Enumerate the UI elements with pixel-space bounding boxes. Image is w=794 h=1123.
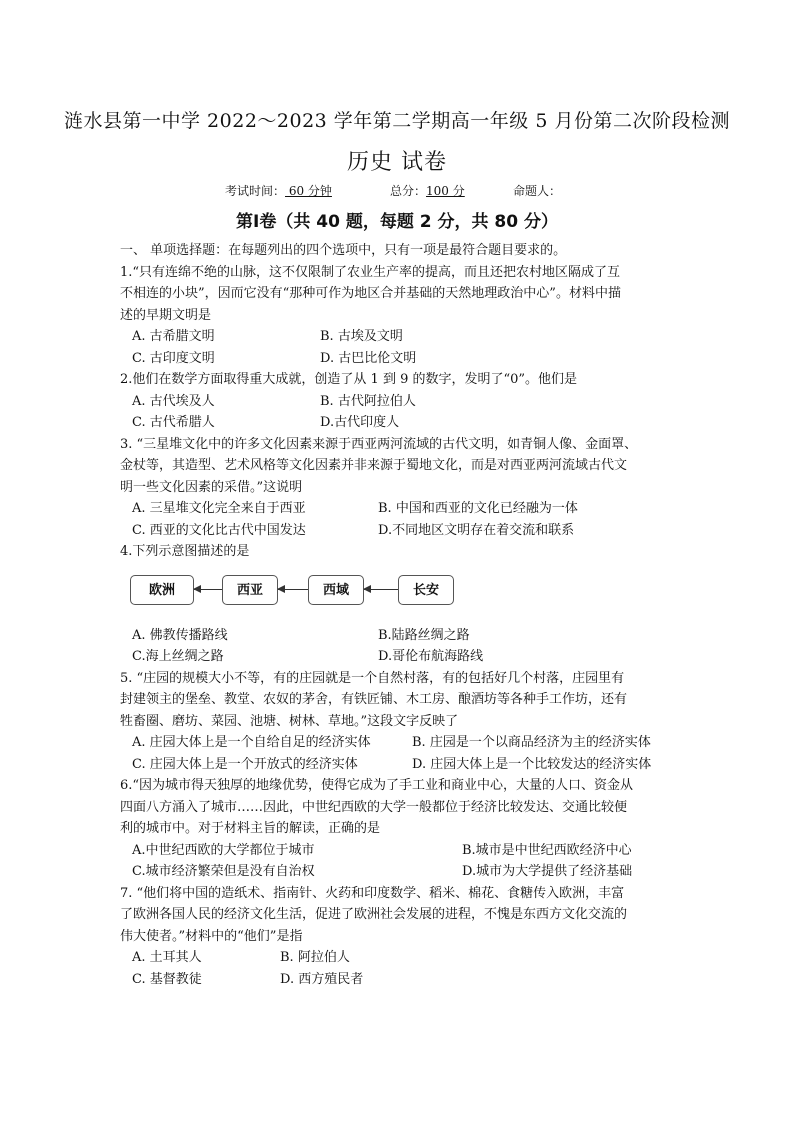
- option-row: [120, 498, 680, 520]
- option-d: D.古代印度人: [320, 415, 400, 430]
- option-a: A. 庄园大体上是一个自给自足的经济实体: [132, 735, 371, 750]
- option-a: A. 三星堆文化完全来自于西亚: [132, 501, 306, 516]
- option-row: [120, 326, 680, 348]
- score-label: 总分：: [390, 184, 427, 198]
- option-a: A.中世纪西欧的大学都位于城市: [132, 842, 315, 858]
- question-3: [120, 434, 680, 542]
- option-a: A. 佛教传播路线: [132, 627, 228, 643]
- option-b: B. 古埃及文明: [320, 329, 403, 344]
- question-text: 5. “庄园的规模大小不等，有的庄园就是一个自然村落，有的包括好几个村落，庄园里有: [120, 670, 625, 686]
- option-row: [120, 348, 680, 370]
- question-text: 6.“因为城市得天独厚的地缘优势，使得它成为了手工业和商业中心，大量的人口、资金从: [120, 778, 634, 793]
- question-text: 金杖等，其造型、艺术风格等文化因素并非来源于蜀地文化，而是对西亚两河流域古代文: [120, 458, 628, 473]
- exam-subject: 历史 试卷: [347, 150, 447, 175]
- diagram-node-changan: 长安: [398, 575, 454, 605]
- question-text: 1.“只有连绵不绝的山脉，这不仅限制了农业生产率的提高，而且还把农村地区隔成了互: [120, 264, 621, 280]
- arrow-left-icon: [194, 589, 222, 590]
- option-row: [120, 412, 680, 434]
- question-text: 不相连的小块”，因而它没有“那种可作为地区合并基础的天然地理政治中心”。材料中描: [120, 286, 621, 301]
- question-text: 四面八方涌入了城市……因此，中世纪西欧的大学一般都位于经济比较发达、交通比较便: [120, 799, 628, 815]
- section-intro: 一、 单项选择题：在每题列出的四个选项中，只有一项是最符合题目要求的。: [120, 243, 567, 258]
- score-value: 100 分: [426, 184, 465, 198]
- option-row: [120, 840, 680, 862]
- arrow-left-icon: [278, 589, 308, 590]
- option-c: C. 西亚的文化比古代中国发达: [132, 522, 306, 538]
- option-row: [120, 520, 680, 542]
- option-c: C. 古印度文明: [132, 350, 215, 366]
- question-1: [120, 262, 680, 370]
- question-text: 利的城市中。对于材料主旨的解读，正确的是: [120, 821, 381, 836]
- question-text: 7. “他们将中国的造纸术、指南针、火药和印度数学、稻米、棉花、食糖传入欧洲，丰富: [120, 885, 625, 901]
- option-row: [120, 861, 680, 883]
- option-row: [120, 625, 680, 647]
- exam-time: [225, 182, 332, 199]
- option-c: C. 庄园大体上是一个开放式的经济实体: [132, 756, 358, 772]
- arrow-left-icon: [364, 589, 398, 590]
- option-c: C. 基督教徒: [132, 971, 202, 987]
- option-d: D.城市为大学提供了经济基础: [462, 864, 633, 879]
- option-b: B.陆路丝绸之路: [378, 627, 470, 643]
- question-text: 伟大使者。”材料中的“他们”是指: [120, 928, 303, 944]
- diagram-node-europe: 欧洲: [130, 575, 194, 605]
- question-text: 述的早期文明是: [120, 307, 212, 323]
- option-c: C.城市经济繁荣但是没有自治权: [132, 864, 315, 879]
- option-row: [120, 969, 680, 991]
- option-b: B. 中国和西亚的文化已经融为一体: [378, 501, 578, 516]
- option-c: C. 古代希腊人: [132, 415, 215, 430]
- question-4: [120, 541, 680, 668]
- exam-author: 命题人：: [513, 184, 562, 198]
- volume-title: 第Ⅰ卷（共 40 题，每题 2 分，共 80 分）: [236, 212, 558, 232]
- option-row: [120, 947, 680, 969]
- question-text: 4.下列示意图描述的是: [120, 544, 250, 559]
- option-row: [120, 754, 680, 776]
- option-d: D. 古巴比伦文明: [320, 350, 417, 366]
- diagram-node-western-regions: 西域: [308, 575, 364, 605]
- question-text: 明一些文化因素的采借。”这说明: [120, 479, 303, 495]
- route-diagram: [120, 563, 680, 625]
- option-d: D. 庄园大体上是一个比较发达的经济实体: [412, 756, 652, 772]
- option-a: A. 古希腊文明: [132, 329, 215, 344]
- diagram-node-west-asia: 西亚: [222, 575, 278, 605]
- option-row: [120, 646, 680, 668]
- question-5: [120, 668, 680, 776]
- option-a: A. 土耳其人: [132, 950, 202, 965]
- question-text: 牲畜圈、磨坊、菜园、池塘、树林、草地。”这段文字反映了: [120, 713, 459, 729]
- exam-score: [390, 182, 465, 199]
- exam-title: 涟水县第一中学 2022～2023 学年第二学期高一年级 5 月份第二次阶段检测: [64, 110, 730, 132]
- question-text: 了欧洲各国人民的经济文化生活，促进了欧洲社会发展的进程，不愧是东西方文化交流的: [120, 907, 628, 922]
- option-row: [120, 732, 680, 754]
- option-b: B. 古代阿拉伯人: [320, 393, 416, 409]
- question-6: [120, 775, 680, 883]
- option-d: D. 西方殖民者: [280, 971, 364, 987]
- option-c: C.海上丝绸之路: [132, 649, 224, 664]
- question-7: [120, 883, 680, 991]
- question-text: 封建领主的堡垒、教堂、农奴的茅舍，有铁匠铺、木工房、酿酒坊等各种手工作坊，还有: [120, 692, 628, 707]
- option-b: B. 阿拉伯人: [280, 950, 350, 965]
- question-list: [120, 240, 680, 990]
- time-value: 60 分钟: [285, 184, 332, 198]
- option-row: [120, 391, 680, 413]
- time-label: 考试时间：: [225, 184, 286, 198]
- question-text: 3. “三星堆文化中的许多文化因素来源于西亚两河流域的古代文明，如青铜人像、金面罩、: [120, 436, 638, 452]
- option-a: A. 古代埃及人: [132, 393, 215, 409]
- option-d: D.不同地区文明存在着交流和联系: [378, 522, 575, 538]
- option-b: B.城市是中世纪西欧经济中心: [462, 842, 632, 858]
- option-d: D.哥伦布航海路线: [378, 649, 484, 664]
- question-2: [120, 369, 680, 434]
- question-text: 2.他们在数学方面取得重大成就，创造了从 1 到 9 的数字，发明了“0”。他们是: [120, 372, 578, 387]
- option-b: B. 庄园是一个以商品经济为主的经济实体: [412, 735, 651, 750]
